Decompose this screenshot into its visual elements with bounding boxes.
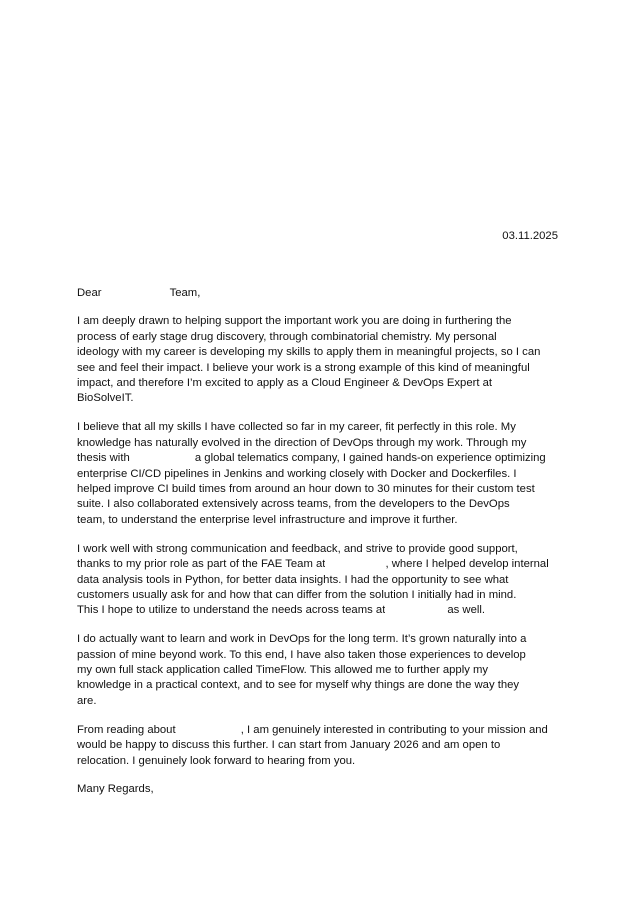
text-line: relocation. I genuinely look forward to hearing from you. xyxy=(77,754,356,767)
text-segment: , I am genuinely interested in contributing to your mission and xyxy=(240,723,548,736)
text-line: customers usually ask for and how that can differ from the solution I initially had in mind. xyxy=(77,588,517,601)
text-line: my own full stack application called TimeFlow. This allowed me to further apply my xyxy=(77,664,489,677)
text-line: would be happy to discuss this further. I can start from January 2026 and am open to xyxy=(77,739,501,752)
text-line: data analysis tools in Python, for better data insights. I had the opportunity to see what xyxy=(77,573,509,586)
text-line: suite. I also collaborated extensively across teams, from the developers to the DevOps xyxy=(77,498,510,511)
text-line: I do actually want to learn and work in DevOps for the long term. It’s grown naturally into a xyxy=(77,633,527,646)
text-line: knowledge has naturally evolved in the direction of DevOps through my work. Through my xyxy=(77,436,527,449)
text-segment: a global telematics company, I gained hands-on experience optimizing xyxy=(194,452,546,465)
greeting-prefix: Dear xyxy=(77,287,102,299)
text-line xyxy=(77,451,560,466)
text-segment: This I hope to utilize to understand the needs across teams at xyxy=(77,604,386,617)
text-line xyxy=(77,557,560,572)
text-line: process of early stage drug discovery, through combinatorial chemistry. My personal xyxy=(77,330,497,343)
greeting-suffix: Team, xyxy=(169,287,201,299)
redacted-company-name xyxy=(130,452,192,464)
text-line: are. xyxy=(77,694,97,707)
redacted-company-name xyxy=(105,287,167,299)
text-line: knowledge in a practical context, and to see for myself why things are done the way they xyxy=(77,679,520,692)
text-segment: as well. xyxy=(447,604,486,617)
text-line xyxy=(77,603,560,618)
text-line: impact, and therefore I’m excited to apply as a Cloud Engineer & DevOps Expert at xyxy=(77,377,493,390)
paragraph-experience xyxy=(77,420,560,528)
paragraph-communication xyxy=(77,542,560,619)
redacted-company-name xyxy=(325,558,385,570)
greeting xyxy=(77,286,560,301)
paragraph-motivation xyxy=(77,314,560,406)
letter-date: 03.11.2025 xyxy=(502,230,558,242)
text-line: I believe that all my skills I have collected so far in my career, fit perfectly in this role. My xyxy=(77,421,516,434)
text-line xyxy=(77,723,560,738)
text-line: team, to understand the enterprise level infrastructure and improve it further. xyxy=(77,513,458,526)
closing-signoff: Many Regards, xyxy=(77,783,154,796)
text-line: see and feel their impact. I believe your work is a strong example of this kind of meaningful xyxy=(77,361,530,374)
letter-body xyxy=(77,286,560,811)
text-segment: thesis with xyxy=(77,452,130,465)
paragraph-closing-remarks xyxy=(77,723,560,769)
text-line: helped improve CI build times from around an hour down to 30 minutes for their custom test xyxy=(77,482,535,495)
text-line: ideology with my career is developing my skills to apply them in meaningful projects, so I can xyxy=(77,346,541,359)
text-segment: From reading about xyxy=(77,723,176,736)
text-segment: , where I helped develop internal xyxy=(385,558,549,571)
text-line: enterprise CI/CD pipelines in Jenkins and working closely with Docker and Dockerfiles. I xyxy=(77,467,517,480)
text-line: BioSolveIT. xyxy=(77,392,134,405)
text-segment: thanks to my prior role as part of the FAE Team at xyxy=(77,558,326,571)
text-line: I am deeply drawn to helping support the important work you are doing in furthering the xyxy=(77,315,512,328)
redacted-company-name xyxy=(179,724,241,736)
text-line: passion of mine beyond work. To this end, I have also taken those experiences to develop xyxy=(77,648,526,661)
redacted-company-name xyxy=(385,604,447,616)
text-line: I work well with strong communication and feedback, and strive to provide good support, xyxy=(77,542,518,555)
paragraph-devops-passion xyxy=(77,632,560,709)
